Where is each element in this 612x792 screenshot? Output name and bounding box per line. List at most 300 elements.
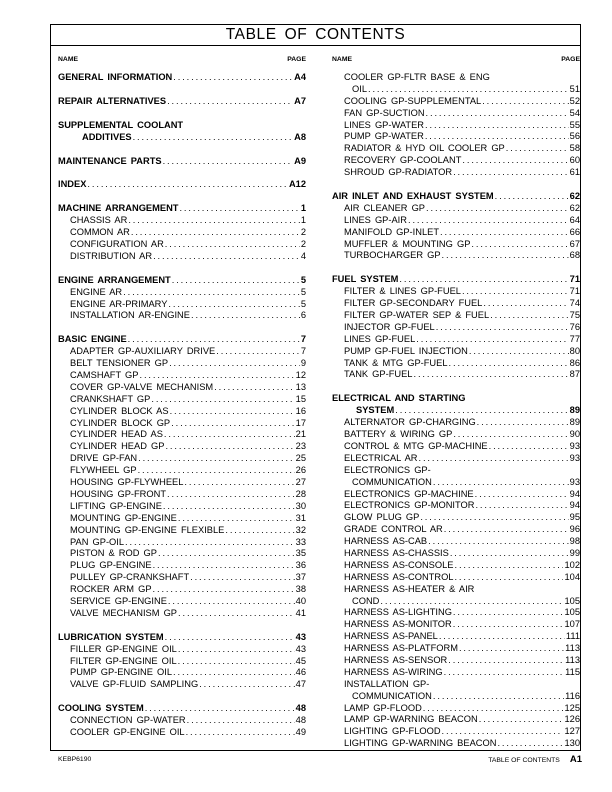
- dot-leader: [153, 584, 295, 596]
- toc-left-list: [58, 72, 306, 739]
- dot-leader: [158, 548, 295, 560]
- toc-entry[interactable]: [332, 524, 580, 536]
- entry-label: FILTER GP-ENGINE OIL: [70, 655, 177, 666]
- dot-leader: [453, 429, 568, 441]
- dot-leader: [395, 405, 568, 417]
- toc-entry[interactable]: [332, 346, 580, 358]
- toc-entry[interactable]: [58, 370, 306, 382]
- dot-leader: [178, 644, 295, 656]
- toc-entry[interactable]: [332, 96, 580, 108]
- toc-entry[interactable]: [58, 560, 306, 572]
- entry-page-number: 2: [300, 227, 306, 238]
- dot-leader: [453, 619, 564, 631]
- dot-leader: [426, 203, 569, 215]
- toc-entry[interactable]: [332, 703, 580, 715]
- entry-page-number: 21: [295, 429, 306, 440]
- toc-entry[interactable]: [332, 84, 580, 96]
- dot-leader: [128, 334, 300, 346]
- toc-entry[interactable]: [332, 155, 580, 167]
- toc-entry[interactable]: [332, 572, 580, 584]
- toc-entry[interactable]: [58, 644, 306, 656]
- section-spacer: [58, 167, 306, 179]
- entry-label: LINES GP-FUEL: [344, 333, 416, 344]
- toc-entry[interactable]: [332, 369, 580, 381]
- dot-leader: [426, 108, 569, 120]
- dot-leader: [442, 726, 564, 738]
- section-spacer: [332, 179, 580, 191]
- toc-entry[interactable]: [58, 489, 306, 501]
- dot-leader: [477, 417, 569, 429]
- entry-label: CRANKSHAFT GP: [70, 393, 151, 404]
- section-spacer: [58, 263, 306, 275]
- page-footer: [488, 754, 582, 765]
- document-code: KEBP6190: [58, 756, 92, 763]
- toc-entry[interactable]: [58, 596, 306, 608]
- entry-page-number: 93: [569, 452, 580, 463]
- toc-entry[interactable]: [58, 572, 306, 584]
- dot-leader: [419, 453, 569, 465]
- dot-leader: [145, 703, 295, 715]
- toc-frame: [50, 24, 581, 751]
- dot-leader: [179, 203, 299, 215]
- entry-page-number: 71: [569, 286, 580, 297]
- dot-leader: [425, 131, 569, 143]
- toc-entry[interactable]: [58, 394, 306, 406]
- toc-entry[interactable]: [58, 727, 306, 739]
- entry-page-number: 40: [295, 595, 306, 606]
- entry-label: PUMP GP-ENGINE OIL: [70, 667, 173, 678]
- entry-label: PUMP GP-FUEL INJECTION: [344, 345, 468, 356]
- entry-page-number: A8: [294, 131, 306, 142]
- dot-leader: [163, 156, 294, 168]
- toc-entry[interactable]: [58, 287, 306, 299]
- dot-leader: [138, 465, 295, 477]
- entry-page-number: 46: [295, 667, 306, 678]
- entry-label: CYLINDER HEAD GP: [70, 441, 165, 452]
- toc-section-entry[interactable]: [58, 72, 306, 84]
- name-header: NAME: [58, 56, 79, 63]
- entry-page-number: 9: [300, 358, 306, 369]
- name-header: NAME: [332, 56, 353, 63]
- toc-entry[interactable]: [58, 358, 306, 370]
- toc-entry: [332, 465, 580, 477]
- dot-leader: [448, 655, 564, 667]
- toc-entry[interactable]: [332, 203, 580, 215]
- toc-entry[interactable]: [332, 441, 580, 453]
- dot-leader: [462, 286, 569, 298]
- dot-leader: [475, 500, 568, 512]
- dot-leader: [125, 537, 295, 549]
- toc-entry[interactable]: [332, 667, 580, 679]
- entry-label: LINES GP-AIR: [344, 214, 407, 225]
- dot-leader: [408, 215, 569, 227]
- toc-entry[interactable]: [332, 631, 580, 643]
- toc-section-entry[interactable]: [58, 203, 306, 215]
- entry-page-number: 17: [295, 417, 306, 428]
- toc-entry[interactable]: [332, 596, 580, 608]
- toc-entry[interactable]: [58, 667, 306, 679]
- toc-section-entry[interactable]: [58, 334, 306, 346]
- entry-label: FILTER GP-SECONDARY FUEL: [344, 298, 483, 309]
- toc-entry[interactable]: [58, 418, 306, 430]
- dot-leader: [184, 477, 294, 489]
- toc-entry[interactable]: [58, 227, 306, 239]
- entry-page-number: 115: [565, 666, 580, 677]
- dot-leader: [450, 548, 569, 560]
- entry-label: PUMP GP-WATER: [344, 131, 424, 142]
- toc-entry[interactable]: [332, 738, 580, 750]
- entry-page-number: 5: [300, 286, 306, 297]
- toc-entry[interactable]: [58, 310, 306, 322]
- entry-page-number: 98: [569, 536, 580, 547]
- toc-entry[interactable]: [58, 525, 306, 537]
- entry-page-number: 15: [295, 393, 306, 404]
- dot-leader: [506, 143, 569, 155]
- dot-leader: [444, 667, 565, 679]
- column-header: [332, 54, 580, 66]
- toc-entry[interactable]: [58, 465, 306, 477]
- entry-label: COVER GP-VALVE MECHANISM: [70, 381, 214, 392]
- toc-entry[interactable]: [58, 584, 306, 596]
- toc-entry[interactable]: [58, 679, 306, 691]
- entry-label: HARNESS AS-LIGHTING: [344, 607, 452, 618]
- entry-page-number: 102: [564, 559, 580, 570]
- entry-page-number: 94: [569, 488, 580, 499]
- entry-label: HARNESS AS-MONITOR: [344, 619, 452, 630]
- toc-section-entry: [332, 393, 580, 405]
- toc-entry[interactable]: [58, 429, 306, 441]
- dot-leader: [168, 596, 295, 608]
- toc-entry[interactable]: [332, 489, 580, 501]
- entry-page-number: A12: [288, 179, 306, 190]
- dot-leader: [439, 631, 565, 643]
- entry-page-number: A7: [294, 95, 306, 106]
- dot-leader: [433, 477, 569, 489]
- entry-page-number: 47: [295, 679, 306, 690]
- toc-entry[interactable]: [332, 108, 580, 120]
- toc-entry[interactable]: [332, 358, 580, 370]
- entry-page-number: 56: [569, 131, 580, 142]
- entry-label: MAINTENANCE PARTS: [58, 155, 162, 166]
- entry-page-number: 111: [565, 631, 580, 642]
- entry-page-number: 71: [569, 274, 580, 285]
- entry-label: INJECTOR GP-FUEL: [344, 321, 435, 332]
- dot-leader: [495, 191, 569, 203]
- entry-label: LIGHTING GP-FLOOD: [344, 726, 441, 737]
- section-spacer: [58, 108, 306, 120]
- entry-label: COOLING SYSTEM: [58, 703, 144, 714]
- entry-page-number: 95: [569, 512, 580, 523]
- entry-page-number: 76: [569, 321, 580, 332]
- entry-label: CAMSHAFT GP: [70, 370, 139, 381]
- toc-section-entry[interactable]: [332, 191, 580, 203]
- entry-page-number: 99: [569, 547, 580, 558]
- toc-entry[interactable]: [58, 382, 306, 394]
- toc-section-entry[interactable]: [58, 632, 306, 644]
- section-spacer: [58, 620, 306, 632]
- toc-entry[interactable]: [58, 299, 306, 311]
- entry-page-number: 116: [565, 690, 580, 701]
- entry-page-number: 94: [569, 500, 580, 511]
- entry-page-number: 1: [300, 203, 306, 214]
- toc-entry[interactable]: [332, 429, 580, 441]
- dot-leader: [133, 132, 294, 144]
- entry-page-number: 12: [295, 370, 306, 381]
- toc-right-column: [332, 54, 580, 750]
- toc-entry[interactable]: [58, 501, 306, 513]
- entry-label: LUBRICATION SYSTEM: [58, 631, 164, 642]
- toc-section-entry[interactable]: [58, 96, 306, 108]
- entry-page-number: 107: [564, 619, 580, 630]
- entry-page-number: 113: [565, 643, 580, 654]
- entry-page-number: 126: [564, 714, 580, 725]
- entry-label: DRIVE GP-FAN: [70, 453, 138, 464]
- toc-entry[interactable]: [58, 513, 306, 525]
- dot-leader: [425, 120, 569, 132]
- toc-entry: [332, 72, 580, 84]
- dot-leader: [173, 667, 295, 679]
- dot-leader: [199, 679, 294, 691]
- dot-leader: [368, 84, 569, 96]
- toc-entry[interactable]: [332, 726, 580, 738]
- dot-leader: [482, 96, 568, 108]
- entry-page-number: 43: [295, 643, 306, 654]
- entry-page-number: 93: [569, 476, 580, 487]
- toc-entry[interactable]: [332, 239, 580, 251]
- dot-leader: [449, 358, 569, 370]
- dot-leader: [165, 239, 300, 251]
- entry-page-number: 68: [569, 250, 580, 261]
- entry-page-number: 45: [295, 655, 306, 666]
- section-spacer: [58, 144, 306, 156]
- toc-entry[interactable]: [332, 417, 580, 429]
- toc-entry[interactable]: [332, 536, 580, 548]
- section-spacer: [58, 191, 306, 203]
- toc-entry[interactable]: [332, 512, 580, 524]
- dot-leader: [413, 369, 568, 381]
- column-header: [58, 54, 306, 66]
- toc-entry[interactable]: [332, 548, 580, 560]
- toc-entry[interactable]: [58, 215, 306, 227]
- toc-entry[interactable]: [58, 608, 306, 620]
- entry-label: DISTRIBUTION AR: [70, 250, 153, 261]
- toc-entry[interactable]: [332, 607, 580, 619]
- entry-label: GENERAL INFORMATION: [58, 72, 173, 82]
- entry-page-number: A4: [294, 72, 306, 82]
- entry-label: LIGHTING GP-WARNING BEACON: [344, 738, 497, 749]
- entry-page-number: 16: [295, 405, 306, 416]
- dot-leader: [479, 714, 564, 726]
- entry-label: PULLEY GP-CRANKSHAFT: [70, 572, 190, 583]
- toc-entry[interactable]: [332, 619, 580, 631]
- toc-entry[interactable]: [58, 406, 306, 418]
- toc-entry[interactable]: [58, 251, 306, 263]
- toc-entry[interactable]: [332, 691, 580, 703]
- toc-section-entry[interactable]: [58, 703, 306, 715]
- entry-page-number: 87: [569, 369, 580, 380]
- entry-page-number: 105: [564, 595, 580, 606]
- dot-leader: [483, 298, 568, 310]
- entry-page-number: 86: [569, 357, 580, 368]
- entry-page-number: 80: [569, 345, 580, 356]
- entry-label: HOUSING GP-FRONT: [70, 488, 167, 499]
- toc-entry[interactable]: [332, 227, 580, 239]
- entry-label: COMMUNICATION: [352, 476, 432, 487]
- entry-label: FUEL SYSTEM: [332, 274, 399, 285]
- dot-leader: [454, 572, 563, 584]
- toc-entry[interactable]: [332, 215, 580, 227]
- dot-leader: [171, 418, 295, 430]
- dot-leader: [178, 513, 295, 525]
- entry-page-number: 125: [564, 702, 580, 713]
- entry-page-number: 6: [300, 310, 306, 321]
- entry-label: FILTER GP-WATER SEP & FUEL: [344, 310, 490, 321]
- toc-entry[interactable]: [332, 500, 580, 512]
- toc-entry[interactable]: [332, 120, 580, 132]
- toc-entry[interactable]: [58, 715, 306, 727]
- toc-left-column: [58, 54, 306, 739]
- toc-entry[interactable]: [58, 441, 306, 453]
- entry-label: HARNESS AS-CONSOLE: [344, 559, 454, 570]
- entry-page-number: 13: [295, 381, 306, 392]
- entry-page-number: 33: [295, 536, 306, 547]
- entry-label: LAMP GP-WARNING BEACON: [344, 714, 478, 725]
- entry-page-number: 37: [295, 572, 306, 583]
- toc-entry[interactable]: [58, 453, 306, 465]
- dot-leader: [462, 155, 568, 167]
- dot-leader: [214, 382, 294, 394]
- toc-section-entry[interactable]: [58, 275, 306, 287]
- toc-entry[interactable]: [58, 239, 306, 251]
- dot-leader: [444, 524, 569, 536]
- toc-entry[interactable]: [332, 143, 580, 155]
- dot-leader: [163, 501, 295, 513]
- entry-label: COOLER GP-ENGINE OIL: [70, 726, 185, 737]
- entry-page-number: 27: [295, 477, 306, 488]
- entry-page-number: 5: [300, 298, 306, 309]
- entry-label: CONNECTION GP-WATER: [70, 715, 186, 726]
- entry-page-number: 26: [295, 465, 306, 476]
- entry-label: PAN GP-OIL: [70, 536, 125, 547]
- dot-leader: [123, 287, 300, 299]
- toc-entry[interactable]: [58, 537, 306, 549]
- entry-label: HARNESS AS-HEATER & AIR: [344, 583, 475, 594]
- toc-section-entry[interactable]: [58, 179, 306, 191]
- entry-label: FILTER & LINES GP-FUEL: [344, 286, 461, 297]
- footer-section-title: TABLE OF CONTENTS: [488, 757, 560, 764]
- section-spacer: [332, 381, 580, 393]
- entry-label: MOUNTING GP-ENGINE FLEXIBLE: [70, 524, 225, 535]
- dot-leader: [440, 227, 569, 239]
- toc-entry[interactable]: [332, 334, 580, 346]
- section-spacer: [332, 262, 580, 274]
- toc-entry[interactable]: [332, 131, 580, 143]
- toc-entry[interactable]: [332, 453, 580, 465]
- entry-page-number: 7: [300, 334, 306, 345]
- toc-entry[interactable]: [332, 310, 580, 322]
- entry-page-number: 77: [569, 333, 580, 344]
- entry-label: CYLINDER BLOCK AS: [70, 405, 169, 416]
- dot-leader: [131, 227, 300, 239]
- section-spacer: [58, 322, 306, 334]
- toc-entry[interactable]: [332, 643, 580, 655]
- entry-label: INSTALLATION GP-: [344, 678, 430, 689]
- toc-entry[interactable]: [332, 655, 580, 667]
- entry-label: ELECTRICAL AND STARTING: [332, 393, 466, 404]
- toc-entry[interactable]: [332, 714, 580, 726]
- entry-label: HARNESS AS-CONTROL: [344, 571, 454, 582]
- entry-label: CYLINDER BLOCK GP: [70, 417, 171, 428]
- dot-leader: [164, 429, 295, 441]
- entry-label: HARNESS AS-CHASSIS: [344, 547, 449, 558]
- toc-entry[interactable]: [332, 298, 580, 310]
- dot-leader: [186, 727, 295, 739]
- toc-section-entry[interactable]: [332, 274, 580, 286]
- entry-label: LIFTING GP-ENGINE: [70, 500, 162, 511]
- toc-entry[interactable]: [58, 548, 306, 560]
- entry-label: TURBOCHARGER GP: [344, 250, 441, 261]
- dot-leader: [139, 370, 294, 382]
- entry-label: TANK GP-FUEL: [344, 369, 413, 380]
- entry-page-number: 2: [300, 239, 306, 250]
- toc-section-entry[interactable]: [58, 132, 306, 144]
- toc-entry[interactable]: [332, 560, 580, 572]
- toc-entry: [332, 584, 580, 596]
- toc-entry[interactable]: [332, 167, 580, 179]
- dot-leader: [453, 167, 569, 179]
- dot-leader: [169, 358, 300, 370]
- dot-leader: [173, 72, 293, 84]
- toc-entry[interactable]: [332, 286, 580, 298]
- entry-label: CONTROL & MTG GP-MACHINE: [344, 440, 488, 451]
- dot-leader: [423, 703, 564, 715]
- entry-page-number: 31: [295, 512, 306, 523]
- entry-label: BATTERY & WIRING GP: [344, 429, 453, 440]
- page-header: PAGE: [561, 56, 580, 63]
- dot-leader: [165, 441, 294, 453]
- dot-leader: [497, 738, 563, 750]
- dot-leader: [428, 536, 569, 548]
- dot-leader: [151, 394, 294, 406]
- dot-leader: [490, 310, 569, 322]
- dot-leader: [167, 489, 295, 501]
- section-spacer: [58, 84, 306, 96]
- toc-entry[interactable]: [332, 322, 580, 334]
- toc-section-entry: [58, 120, 306, 132]
- toc-section-entry[interactable]: [58, 156, 306, 168]
- toc-section-entry[interactable]: [332, 405, 580, 417]
- entry-label: HARNESS AS-SENSOR: [344, 654, 448, 665]
- toc-entry[interactable]: [58, 477, 306, 489]
- toc-entry[interactable]: [58, 656, 306, 668]
- entry-page-number: 105: [564, 607, 580, 618]
- entry-page-number: 48: [295, 703, 306, 714]
- entry-page-number: 49: [295, 726, 306, 737]
- entry-page-number: 90: [569, 429, 580, 440]
- dot-leader: [442, 250, 569, 262]
- toc-entry[interactable]: [58, 346, 306, 358]
- entry-page-number: 130: [564, 738, 580, 749]
- entry-page-number: 89: [569, 405, 580, 416]
- dot-leader: [153, 251, 300, 263]
- entry-page-number: 5: [300, 274, 306, 285]
- entry-page-number: 30: [295, 500, 306, 511]
- entry-page-number: 113: [565, 654, 580, 665]
- toc-entry[interactable]: [332, 477, 580, 489]
- dot-leader: [187, 715, 295, 727]
- toc-entry[interactable]: [332, 250, 580, 262]
- dot-leader: [420, 512, 568, 524]
